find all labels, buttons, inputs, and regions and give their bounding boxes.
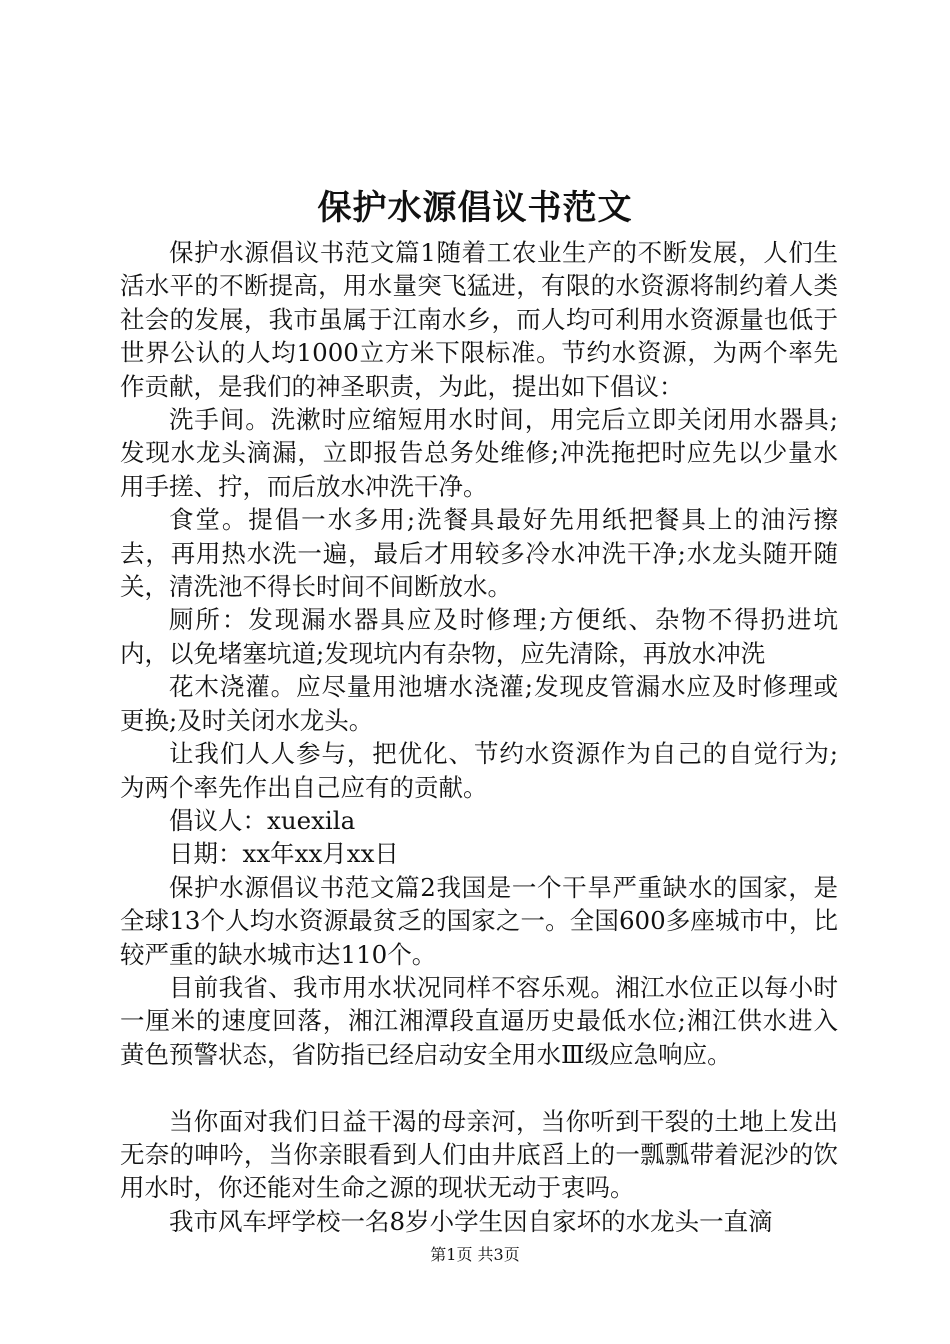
- paragraph: 花木浇灌。应尽量用池塘水浇灌;发现皮管漏水应及时修理或更换;及时关闭水龙头。: [120, 672, 838, 735]
- paragraph: 当你面对我们日益干渴的母亲河，当你听到干裂的土地上发出无奈的呻吟，当你亲眼看到人们由井底舀上的一瓢瓢带着泥沙的饮用水时，你还能对生命之源的现状无动于衷吗。: [120, 1106, 838, 1203]
- paragraph: 洗手间。洗漱时应缩短用水时间，用完后立即关闭用水器具;发现水龙头滴漏，立即报告总务处维修;冲洗拖把时应先以少量水用手搓、拧，而后放水冲洗干净。: [120, 405, 838, 501]
- blank-line: [120, 1071, 838, 1104]
- paragraph: 食堂。提倡一水多用;洗餐具最好先用纸把餐具上的油污擦去，再用热水洗一遍，最后才用较多冷水冲洗干净;水龙头随开随关，清洗池不得长时间不间断放水。: [120, 505, 838, 602]
- date-line: 日期：xx年xx月xx日: [169, 839, 399, 869]
- paragraph: 保护水源倡议书范文篇1随着工农业生产的不断发展，人们生活水平的不断提高，用水量突飞猛进，有限的水资源将制约着人类社会的发展，我市虽属于江南水乡，而人均可利用水资源量也低于世界公认的人均1000立方米下限标准。节约水资源，为两个率先作贡献，是我们的神圣职责，为此，提出如下倡议：: [120, 238, 838, 401]
- paragraph: 厕所：发现漏水器具应及时修理;方便纸、杂物不得扔进坑内，以免堵塞坑道;发现坑内有杂物，应先清除，再放水冲洗: [120, 605, 838, 668]
- paragraph: 目前我省、我市用水状况同样不容乐观。湘江水位正以每小时一厘米的速度回落，湘江湘潭段直逼历史最低水位;湘江供水进入黄色预警状态，省防指已经启动安全用水Ⅲ级应急响应。: [120, 972, 838, 1069]
- page-number: 第1页 共3页: [430, 1245, 520, 1264]
- document-title: 保护水源倡议书范文: [317, 188, 633, 228]
- document-body: [120, 236, 838, 1238]
- paragraph: 让我们人人参与，把优化、节约水资源作为自己的自觉行为;为两个率先作出自己应有的贡献。: [120, 739, 838, 802]
- paragraph: 保护水源倡议书范文篇2我国是一个干旱严重缺水的国家，是全球13个人均水资源最贫乏的国家之一。全国600多座城市中，比较严重的缺水城市达110个。: [120, 872, 838, 969]
- proposer-line: 倡议人：xuexila: [169, 805, 356, 835]
- paragraph: 我市风车坪学校一名8岁小学生因自家坏的水龙头一直滴: [169, 1206, 773, 1236]
